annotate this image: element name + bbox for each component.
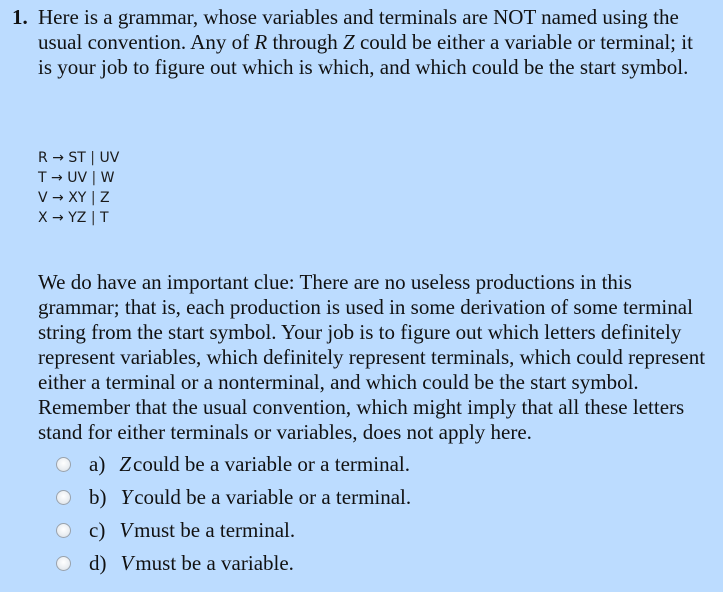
- option-b[interactable]: [56, 481, 411, 514]
- option-text: must be a terminal.: [134, 518, 296, 542]
- arrow-icon: →: [52, 190, 64, 206]
- prompt-text: through: [267, 30, 344, 54]
- rule-separator: |: [91, 170, 97, 186]
- answer-options: [56, 448, 411, 580]
- option-letter: b): [89, 485, 107, 509]
- grammar-block: [38, 148, 119, 228]
- arrow-icon: →: [52, 150, 64, 166]
- rule-lhs: T: [38, 170, 47, 186]
- radio-button[interactable]: [56, 556, 71, 571]
- rule-alt: T: [100, 210, 109, 226]
- rule-separator: |: [90, 150, 95, 166]
- option-text: must be a variable.: [135, 551, 294, 575]
- option-c[interactable]: [56, 514, 411, 547]
- grammar-rule: [38, 188, 119, 208]
- question-clue: We do have an important clue: There are no useless productions in this grammar; that is, each production is used in some derivation of some terminal string from the start symbol. Your job is to figure out which letters definitely represent variables, which definitely represent terminals, which could represent either a terminal or a nonterminal, and which could be the start symbol. Remember that the usual convention, which might imply that all these letters stand for either terminals or variables, does not apply here.: [38, 270, 706, 444]
- rule-alt: Z: [100, 190, 110, 206]
- rule-separator: |: [90, 190, 96, 206]
- rule-separator: |: [90, 210, 96, 226]
- radio-button[interactable]: [56, 523, 71, 538]
- rule-lhs: X: [38, 210, 48, 226]
- option-letter: a): [89, 452, 106, 476]
- rule-lhs: V: [38, 190, 48, 206]
- prompt-text: could be either a variable or terminal; it is your job to figure out which is which, and which could be the start symbol.: [38, 30, 693, 79]
- option-text: could be a variable or a terminal.: [134, 485, 412, 509]
- option-variable: Z: [119, 452, 132, 476]
- radio-button[interactable]: [56, 457, 71, 472]
- rule-alt: W: [100, 170, 115, 186]
- grammar-rule: [38, 148, 119, 168]
- option-a[interactable]: [56, 448, 411, 481]
- rule-alt: YZ: [68, 210, 87, 226]
- grammar-rule: [38, 208, 119, 228]
- arrow-icon: →: [52, 210, 64, 226]
- option-variable: V: [120, 551, 134, 575]
- radio-button[interactable]: [56, 490, 71, 505]
- question-number: 1.: [12, 5, 28, 29]
- option-letter: c): [89, 518, 106, 542]
- option-text: could be a variable or a terminal.: [133, 452, 410, 476]
- rule-lhs: R: [38, 150, 48, 166]
- option-d[interactable]: [56, 547, 411, 580]
- prompt-text: Here is a grammar, whose variables and terminals are NOT named using the usual convention. Any of: [38, 5, 679, 54]
- rule-alt: UV: [99, 150, 120, 166]
- option-letter: d): [89, 551, 107, 575]
- option-variable: V: [119, 518, 133, 542]
- rule-alt: UV: [67, 170, 88, 186]
- option-variable: Y: [120, 485, 133, 509]
- rule-alt: XY: [68, 190, 87, 206]
- rule-alt: ST: [68, 150, 86, 166]
- grammar-rule: [38, 168, 119, 188]
- prompt-var-z: Z: [343, 30, 355, 54]
- prompt-var-r: R: [254, 30, 268, 54]
- arrow-icon: →: [51, 170, 63, 186]
- question-prompt: [38, 5, 712, 80]
